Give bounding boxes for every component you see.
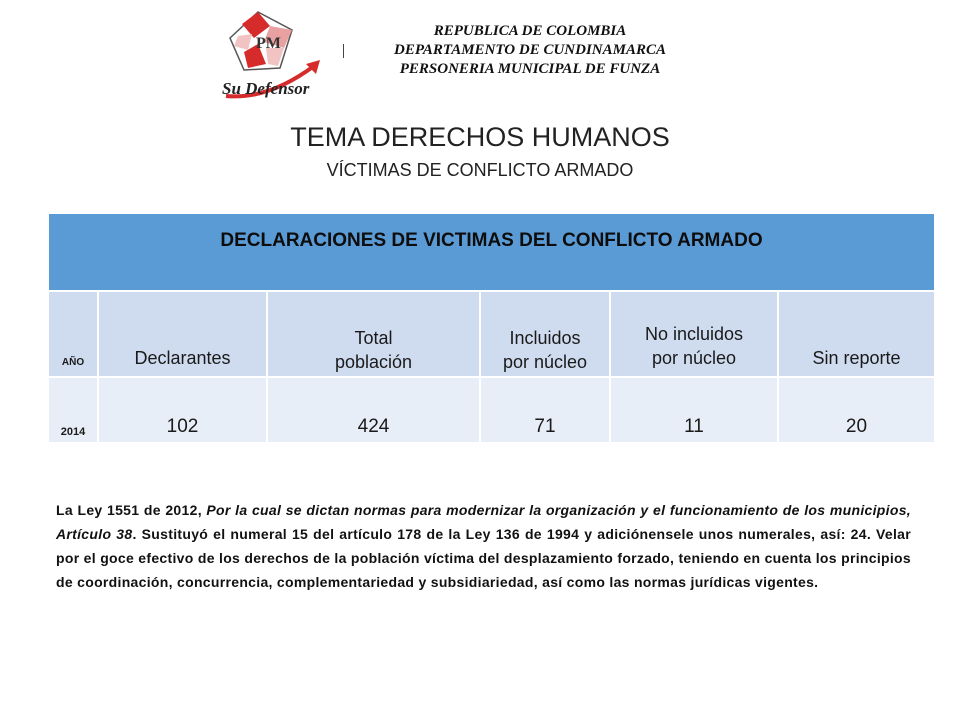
law-title: Por la cual se dictan normas para modernizar la organización y el funcionamiento de los municipios, Artículo 38 — [56, 502, 911, 542]
col-header-year: AÑO — [61, 357, 85, 368]
cell-incluidos: 71 — [479, 378, 609, 442]
page-title: TEMA DERECHOS HUMANOS — [290, 122, 670, 152]
cell-total-poblacion: 424 — [266, 378, 479, 442]
law-paragraph — [56, 498, 911, 594]
header-divider — [343, 44, 344, 58]
header-line-country: REPUBLICA DE COLOMBIA — [433, 23, 627, 39]
col-header-incluidos: Incluidos por núcleo — [479, 292, 609, 376]
table-row — [49, 378, 934, 442]
header-line-department: DEPARTAMENTO DE CUNDINAMARCA — [393, 42, 666, 58]
table-header-row — [49, 292, 934, 376]
col-header-total-poblacion: Total población — [266, 292, 479, 376]
col-header-declarantes: Declarantes — [97, 292, 266, 376]
law-intro: La Ley 1551 de 2012, — [56, 502, 207, 518]
institution-header — [350, 22, 710, 79]
col-header-sin-reporte: Sin reporte — [777, 292, 934, 376]
cell-declarantes: 102 — [97, 378, 266, 442]
logo-text: Su Defensor — [222, 79, 310, 98]
law-body: . Sustituyó el numeral 15 del artículo 178 de la Ley 136 de 1994 y adiciónensele unos numerales, así: 24. Velar por el goce efectivo de los derechos de la población víctima del desplazamiento forzado, teniendo en cuenta los principios de coordinación, concurrencia, complementariedad y subsidiariedad, así como las normas jurídicas vigentes. — [56, 526, 912, 590]
cell-year: 2014 — [60, 426, 86, 438]
personeria-logo — [218, 8, 330, 104]
svg-text:PM: PM — [256, 35, 281, 52]
header-line-personeria: PERSONERIA MUNICIPAL DE FUNZA — [399, 61, 661, 77]
cell-no-incluidos: 11 — [609, 378, 777, 442]
cell-sin-reporte: 20 — [777, 378, 934, 442]
victims-table — [49, 214, 934, 442]
col-header-no-incluidos: No incluidos por núcleo — [609, 292, 777, 376]
page-subtitle: VÍCTIMAS DE CONFLICTO ARMADO — [326, 160, 634, 180]
table-caption: DECLARACIONES DE VICTIMAS DEL CONFLICTO ARMADO — [49, 214, 934, 290]
